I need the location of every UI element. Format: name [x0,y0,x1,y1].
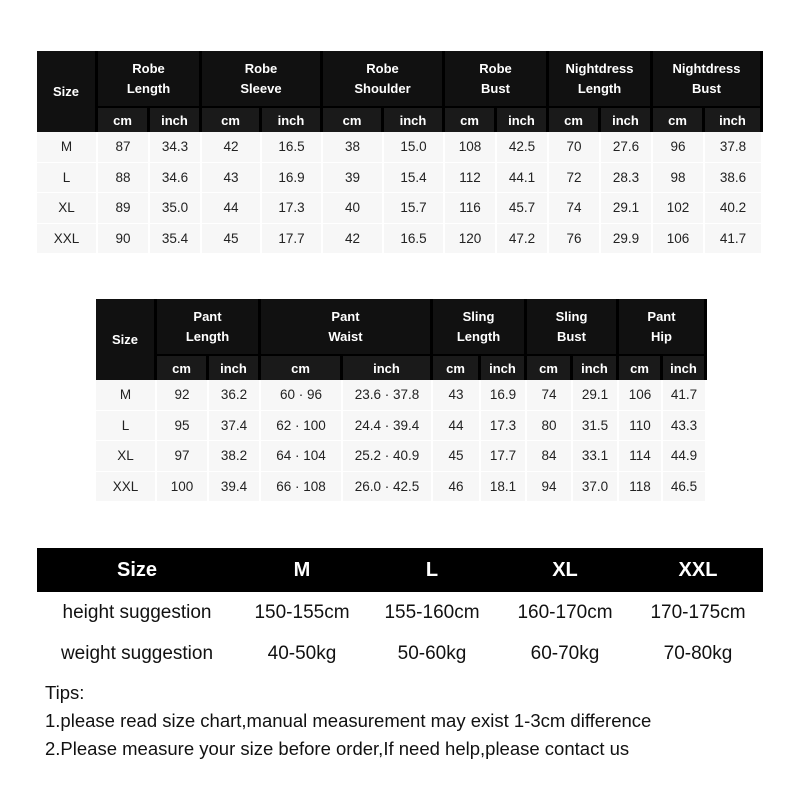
group-header: Robe Bust [445,51,549,106]
value-cell: 16.9 [262,163,323,194]
unit-header: cm [261,354,343,380]
value-cell: 47.2 [497,224,549,255]
group-header: Robe Length [98,51,202,106]
value-cell: 33.1 [573,441,619,472]
value-cell: 87 [98,132,150,163]
value-cell: 35.0 [150,193,202,224]
value-cell: 100 [157,472,209,503]
value-cell: 64 · 104 [261,441,343,472]
header-cell: Size [116,558,158,581]
value-cell: 106 [653,224,705,255]
header-cell: M [293,558,311,581]
value-cell: 97 [157,441,209,472]
value-cell: 90 [98,224,150,255]
table-row [37,224,763,255]
value-cell: 16.9 [481,380,527,411]
value-cell: 45.7 [497,193,549,224]
table-row [96,380,707,411]
table-row [37,132,763,163]
unit-header: cm [98,106,150,132]
value-cell: 37.8 [705,132,763,163]
group-header: Sling Length [433,299,527,354]
group-header: Robe Shoulder [323,51,445,106]
unit-header: inch [343,354,433,380]
unit-header: cm [527,354,573,380]
value-cell: 94 [527,472,573,503]
pant-size-table [96,299,707,502]
height-suggestion-row [37,592,763,633]
unit-header: cm [549,106,601,132]
value-cell: 15.7 [384,193,445,224]
value-cell: 155-160cm [384,601,480,623]
size-suggestion-table [37,548,763,674]
value-cell: 37.4 [209,411,261,442]
unit-header: inch [384,106,445,132]
group-header: Pant Waist [261,299,433,354]
value-cell: 150-155cm [254,601,350,623]
header-row-groups [96,299,707,354]
row-label: height suggestion [62,601,212,623]
header-cell: XXL [678,558,718,581]
value-cell: 74 [549,193,601,224]
size-header: Size [96,299,157,380]
value-cell: 44.1 [497,163,549,194]
value-cell: 39.4 [209,472,261,503]
value-cell: 15.4 [384,163,445,194]
value-cell: 112 [445,163,497,194]
value-cell: 38.6 [705,163,763,194]
unit-header: inch [663,354,707,380]
value-cell: 16.5 [384,224,445,255]
value-cell: 110 [619,411,663,442]
value-cell: 24.4 · 39.4 [343,411,433,442]
group-header: Sling Bust [527,299,619,354]
value-cell: 34.3 [150,132,202,163]
unit-header: cm [653,106,705,132]
value-cell: 118 [619,472,663,503]
value-cell: 29.1 [601,193,653,224]
value-cell: 39 [323,163,384,194]
tips-title: Tips: [45,682,85,703]
value-cell: 44 [202,193,262,224]
value-cell: 170-175cm [650,601,746,623]
value-cell: 98 [653,163,705,194]
value-cell: 41.7 [705,224,763,255]
value-cell: 44.9 [663,441,707,472]
value-cell: 42 [323,224,384,255]
tip-line: 1.please read size chart,manual measurement may exist 1-3cm difference [45,710,652,731]
value-cell: 40.2 [705,193,763,224]
value-cell: 40 [323,193,384,224]
unit-header: cm [202,106,262,132]
value-cell: 160-170cm [517,601,613,623]
suggestion-header-row [37,548,763,592]
value-cell: 42.5 [497,132,549,163]
value-cell: 66 · 108 [261,472,343,503]
value-cell: 114 [619,441,663,472]
size-cell: L [37,163,98,194]
group-header: Nightdress Bust [653,51,763,106]
value-cell: 25.2 · 40.9 [343,441,433,472]
unit-header: inch [262,106,323,132]
size-cell: XXL [37,224,98,255]
value-cell: 80 [527,411,573,442]
value-cell: 29.9 [601,224,653,255]
header-row-units [96,354,707,380]
value-cell: 70 [549,132,601,163]
value-cell: 35.4 [150,224,202,255]
value-cell: 17.3 [481,411,527,442]
value-cell: 43.3 [663,411,707,442]
header-cell: L [425,558,439,581]
header-row-units [37,106,763,132]
value-cell: 15.0 [384,132,445,163]
value-cell: 17.7 [481,441,527,472]
value-cell: 72 [549,163,601,194]
value-cell: 43 [202,163,262,194]
value-cell: 60-70kg [530,642,600,664]
value-cell: 37.0 [573,472,619,503]
value-cell: 70-80kg [663,642,733,664]
value-cell: 46 [433,472,481,503]
header-row-groups [37,51,763,106]
value-cell: 84 [527,441,573,472]
value-cell: 89 [98,193,150,224]
group-header: Pant Length [157,299,261,354]
value-cell: 60 · 96 [261,380,343,411]
value-cell: 88 [98,163,150,194]
value-cell: 96 [653,132,705,163]
value-cell: 45 [202,224,262,255]
value-cell: 18.1 [481,472,527,503]
value-cell: 62 · 100 [261,411,343,442]
size-header: Size [37,51,98,132]
value-cell: 43 [433,380,481,411]
unit-header: inch [150,106,202,132]
tips-section [45,679,651,763]
value-cell: 102 [653,193,705,224]
size-cell: M [37,132,98,163]
value-cell: 41.7 [663,380,707,411]
header-cell: XL [552,558,578,581]
unit-header: inch [705,106,763,132]
value-cell: 45 [433,441,481,472]
value-cell: 116 [445,193,497,224]
size-cell: XXL [96,472,157,503]
value-cell: 95 [157,411,209,442]
table-row [96,441,707,472]
value-cell: 31.5 [573,411,619,442]
table-row [96,472,707,503]
value-cell: 108 [445,132,497,163]
size-cell: XL [37,193,98,224]
row-label: weight suggestion [60,642,214,664]
unit-header: inch [573,354,619,380]
group-header: Pant Hip [619,299,707,354]
value-cell: 74 [527,380,573,411]
unit-header: inch [481,354,527,380]
value-cell: 38 [323,132,384,163]
value-cell: 106 [619,380,663,411]
size-cell: L [96,411,157,442]
group-header: Nightdress Length [549,51,653,106]
value-cell: 17.3 [262,193,323,224]
value-cell: 26.0 · 42.5 [343,472,433,503]
unit-header: inch [497,106,549,132]
unit-header: cm [619,354,663,380]
value-cell: 16.5 [262,132,323,163]
value-cell: 46.5 [663,472,707,503]
value-cell: 120 [445,224,497,255]
unit-header: cm [433,354,481,380]
value-cell: 27.6 [601,132,653,163]
size-cell: XL [96,441,157,472]
value-cell: 17.7 [262,224,323,255]
value-cell: 50-60kg [397,642,467,664]
unit-header: inch [209,354,261,380]
value-cell: 28.3 [601,163,653,194]
group-header: Robe Sleeve [202,51,323,106]
value-cell: 92 [157,380,209,411]
value-cell: 42 [202,132,262,163]
tip-line: 2.Please measure your size before order,If need help,please contact us [45,738,630,759]
value-cell: 29.1 [573,380,619,411]
value-cell: 38.2 [209,441,261,472]
unit-header: cm [157,354,209,380]
unit-header: cm [445,106,497,132]
table-row [37,193,763,224]
unit-header: cm [323,106,384,132]
robe-size-table [37,51,763,254]
value-cell: 34.6 [150,163,202,194]
table-row [96,411,707,442]
value-cell: 44 [433,411,481,442]
value-cell: 23.6 · 37.8 [343,380,433,411]
value-cell: 76 [549,224,601,255]
unit-header: inch [601,106,653,132]
value-cell: 40-50kg [267,642,337,664]
size-cell: M [96,380,157,411]
value-cell: 36.2 [209,380,261,411]
table-row [37,163,763,194]
weight-suggestion-row [37,633,763,674]
